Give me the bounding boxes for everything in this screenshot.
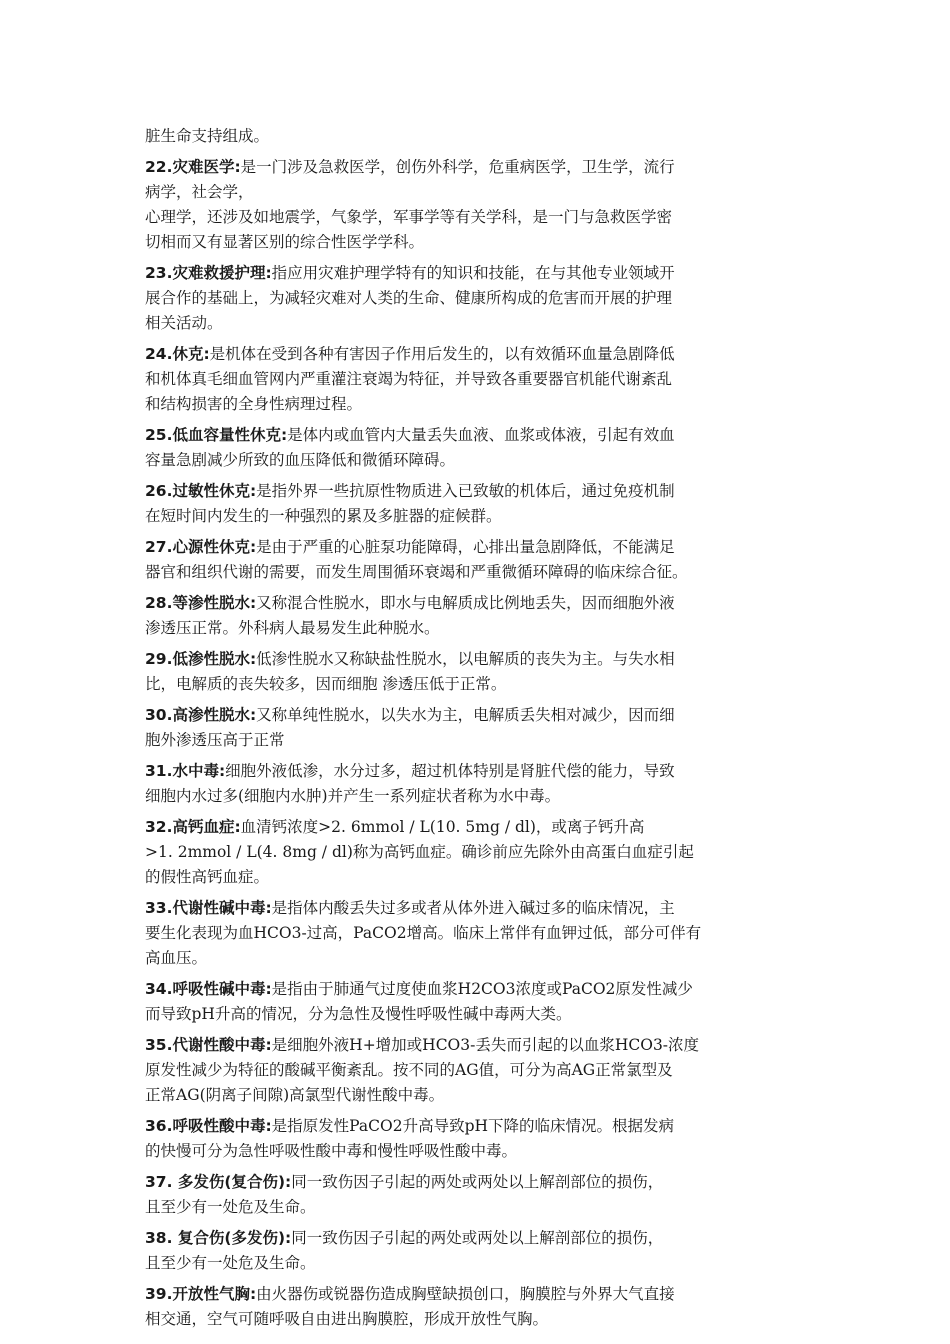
definition-text: 病学，社会学， (145, 183, 254, 201)
definition-text: 是机体在受到各种有害因子作用后发生的，以有效循环血量急剧降低 (209, 345, 675, 363)
definition-text: 是指外界一些抗原性物质进入已致敏的机体后，通过免疫机制 (256, 482, 675, 500)
definition-line (145, 286, 807, 311)
definition-entry (145, 535, 807, 585)
definition-entry (145, 342, 807, 417)
definition-line (145, 840, 807, 865)
definition-term: 31.水中毒: (145, 762, 226, 780)
definition-line (145, 124, 807, 149)
definition-line (145, 591, 807, 616)
definition-term: 22.灾难医学: (145, 158, 241, 176)
definition-text: 而导致pH升高的情况，分为急性及慢性呼吸性碱中毒两大类。 (145, 1005, 572, 1023)
definition-text: 是由于严重的心脏泵功能障碍，心排出量急剧降低，不能满足 (256, 538, 675, 556)
definition-line (145, 479, 807, 504)
definition-line (145, 261, 807, 286)
definition-text: 细胞外液低渗，水分过多，超过机体特别是肾脏代偿的能力，导致 (225, 762, 675, 780)
definition-text: 是指由于肺通气过度使血浆H2CO3浓度或PaCO2原发性减少 (271, 980, 693, 998)
definition-text: 低渗性脱水又称缺盐性脱水，以电解质的丧失为主。与失水相 (256, 650, 675, 668)
definition-text: 在短时间内发生的一种强烈的累及多脏器的症候群。 (145, 507, 502, 525)
definition-line (145, 205, 807, 230)
definition-entry (145, 647, 807, 697)
definition-line (145, 703, 807, 728)
definition-text: 脏生命支持组成。 (145, 127, 270, 145)
definition-text: 的假性高钙血症。 (145, 868, 270, 886)
definition-entry (145, 1170, 807, 1220)
definition-line (145, 728, 807, 753)
definition-text: 和机体真毛细血管网内严重灌注衰竭为特征，并导致各重要器官机能代谢紊乱 (145, 370, 673, 388)
definition-term: 37. 多发伤(复合伤): (145, 1173, 292, 1191)
definition-line (145, 1058, 807, 1083)
definition-term: 33.代谢性碱中毒: (145, 899, 272, 917)
definition-line (145, 392, 807, 417)
definition-entry (145, 124, 807, 149)
definition-text: 的快慢可分为急性呼吸性酸中毒和慢性呼吸性酸中毒。 (145, 1142, 518, 1160)
definition-term: 26.过敏性休克: (145, 482, 257, 500)
definition-line (145, 1033, 807, 1058)
definition-line (145, 921, 807, 946)
definition-entry (145, 759, 807, 809)
definition-term: 25.低血容量性休克: (145, 426, 288, 444)
definition-text: 和结构损害的全身性病理过程。 (145, 395, 363, 413)
definition-term: 23.灾难救援护理: (145, 264, 272, 282)
definition-text: 比，电解质的丧失较多，因而细胞 渗透压低于正常。 (145, 675, 507, 693)
definition-line (145, 1195, 807, 1220)
definition-text: 原发性减少为特征的酸碱平衡紊乱。按不同的AG值，可分为高AG正常氯型及 (145, 1061, 673, 1079)
definition-line (145, 560, 807, 585)
definition-entry (145, 1226, 807, 1276)
definition-text: 相交通，空气可随呼吸自由进出胸膜腔，形成开放性气胸。 (145, 1310, 549, 1328)
definition-line (145, 865, 807, 890)
definition-line (145, 311, 807, 336)
definition-line (145, 946, 807, 971)
definition-entry (145, 591, 807, 641)
definition-line (145, 896, 807, 921)
definition-term: 35.代谢性酸中毒: (145, 1036, 272, 1054)
definition-term: 29.低渗性脱水: (145, 650, 257, 668)
definition-line (145, 977, 807, 1002)
definition-text: 是细胞外液H+增加或HCO3-丢失而引起的以血浆HCO3-浓度 (271, 1036, 700, 1054)
definition-entry (145, 155, 807, 255)
definition-term: 24.休克: (145, 345, 210, 363)
definition-line (145, 1226, 807, 1251)
definition-text: 要生化表现为血HCO3-过高，PaCO2增高。临床上常伴有血钾过低，部分可伴有 (145, 924, 702, 942)
definition-line (145, 1139, 807, 1164)
definition-line (145, 448, 807, 473)
definition-text: 细胞内水过多(细胞内水肿)并产生一系列症状者称为水中毒。 (145, 787, 561, 805)
definition-text: 展合作的基础上，为减轻灾难对人类的生命、健康所构成的危害而开展的护理 (145, 289, 673, 307)
definition-text: 由火器伤或锐器伤造成胸壁缺损创口，胸膜腔与外界大气直接 (256, 1285, 675, 1303)
definition-text: 相关活动。 (145, 314, 223, 332)
definition-text: >1. 2mmol / L(4. 8mg / dl)称为高钙血症。确诊前应先除外由高蛋白血症引起 (145, 843, 694, 861)
definition-entry (145, 1114, 807, 1164)
definition-text: 是一门涉及急救医学，创伤外科学，危重病医学，卫生学，流行 (240, 158, 675, 176)
definition-line (145, 1170, 807, 1195)
definition-term: 38. 复合伤(多发伤): (145, 1229, 292, 1247)
definition-text: 同一致伤因子引起的两处或两处以上解剖部位的损伤， (291, 1173, 664, 1191)
definition-term: 36.呼吸性酸中毒: (145, 1117, 272, 1135)
definition-line (145, 1083, 807, 1108)
definition-line (145, 1282, 807, 1307)
definition-entry (145, 1033, 807, 1108)
definition-line (145, 1002, 807, 1027)
definition-text: 高血压。 (145, 949, 208, 967)
definition-term: 34.呼吸性碱中毒: (145, 980, 272, 998)
definition-term: 32.高钙血症: (145, 818, 241, 836)
definition-text: 心理学，还涉及如地震学，气象学，军事学等有关学科，是一门与急救医学密 (145, 208, 673, 226)
definition-line (145, 1114, 807, 1139)
definition-text: 是指原发性PaCO2升高导致pH下降的临床情况。根据发病 (271, 1117, 675, 1135)
definition-text: 渗透压正常。外科病人最易发生此种脱水。 (145, 619, 440, 637)
definition-line (145, 230, 807, 255)
definition-term: 39.开放性气胸: (145, 1285, 257, 1303)
definition-line (145, 647, 807, 672)
definition-line (145, 180, 807, 205)
definition-line (145, 423, 807, 448)
definition-text: 是指体内酸丢失过多或者从体外进入碱过多的临床情况，主 (271, 899, 675, 917)
definition-line (145, 535, 807, 560)
definition-text: 又称混合性脱水，即水与电解质成比例地丢失，因而细胞外液 (256, 594, 675, 612)
definition-entry (145, 479, 807, 529)
definition-line (145, 1307, 807, 1332)
definition-line (145, 815, 807, 840)
definition-line (145, 155, 807, 180)
definition-text: 容量急剧减少所致的血压降低和微循环障碍。 (145, 451, 456, 469)
definition-line (145, 342, 807, 367)
definition-entry (145, 977, 807, 1027)
definition-text: 同一致伤因子引起的两处或两处以上解剖部位的损伤， (291, 1229, 664, 1247)
definition-text: 器官和组织代谢的需要，而发生周围循环衰竭和严重微循环障碍的临床综合征。 (145, 563, 688, 581)
definition-text: 又称单纯性脱水，以失水为主，电解质丢失相对减少，因而细 (256, 706, 675, 724)
definition-line (145, 504, 807, 529)
definition-entry (145, 1282, 807, 1332)
definition-entry (145, 896, 807, 971)
definition-text: 切相而又有显著区别的综合性医学学科。 (145, 233, 425, 251)
definition-line (145, 1251, 807, 1276)
document-body (145, 124, 807, 1338)
definition-text: 是体内或血管内大量丢失血液、血浆或体液，引起有效血 (287, 426, 675, 444)
definition-line (145, 784, 807, 809)
definition-term: 28.等渗性脱水: (145, 594, 257, 612)
definition-entry (145, 815, 807, 890)
definition-entry (145, 423, 807, 473)
definition-text: 正常AG(阴离子间隙)高氯型代谢性酸中毒。 (145, 1086, 445, 1104)
definition-entry (145, 261, 807, 336)
definition-text: 且至少有一处危及生命。 (145, 1198, 316, 1216)
definition-line (145, 759, 807, 784)
definition-text: 指应用灾难护理学特有的知识和技能，在与其他专业领域开 (271, 264, 675, 282)
definition-term: 30.高渗性脱水: (145, 706, 257, 724)
definition-line (145, 367, 807, 392)
definition-text: 且至少有一处危及生命。 (145, 1254, 316, 1272)
definition-line (145, 616, 807, 641)
definition-term: 27.心源性休克: (145, 538, 257, 556)
definition-line (145, 672, 807, 697)
definition-text: 胞外渗透压高于正常 (145, 731, 285, 749)
definition-text: 血清钙浓度>2. 6mmol / L(10. 5mg / dl)，或离子钙升高 (240, 818, 645, 836)
definition-entry (145, 703, 807, 753)
